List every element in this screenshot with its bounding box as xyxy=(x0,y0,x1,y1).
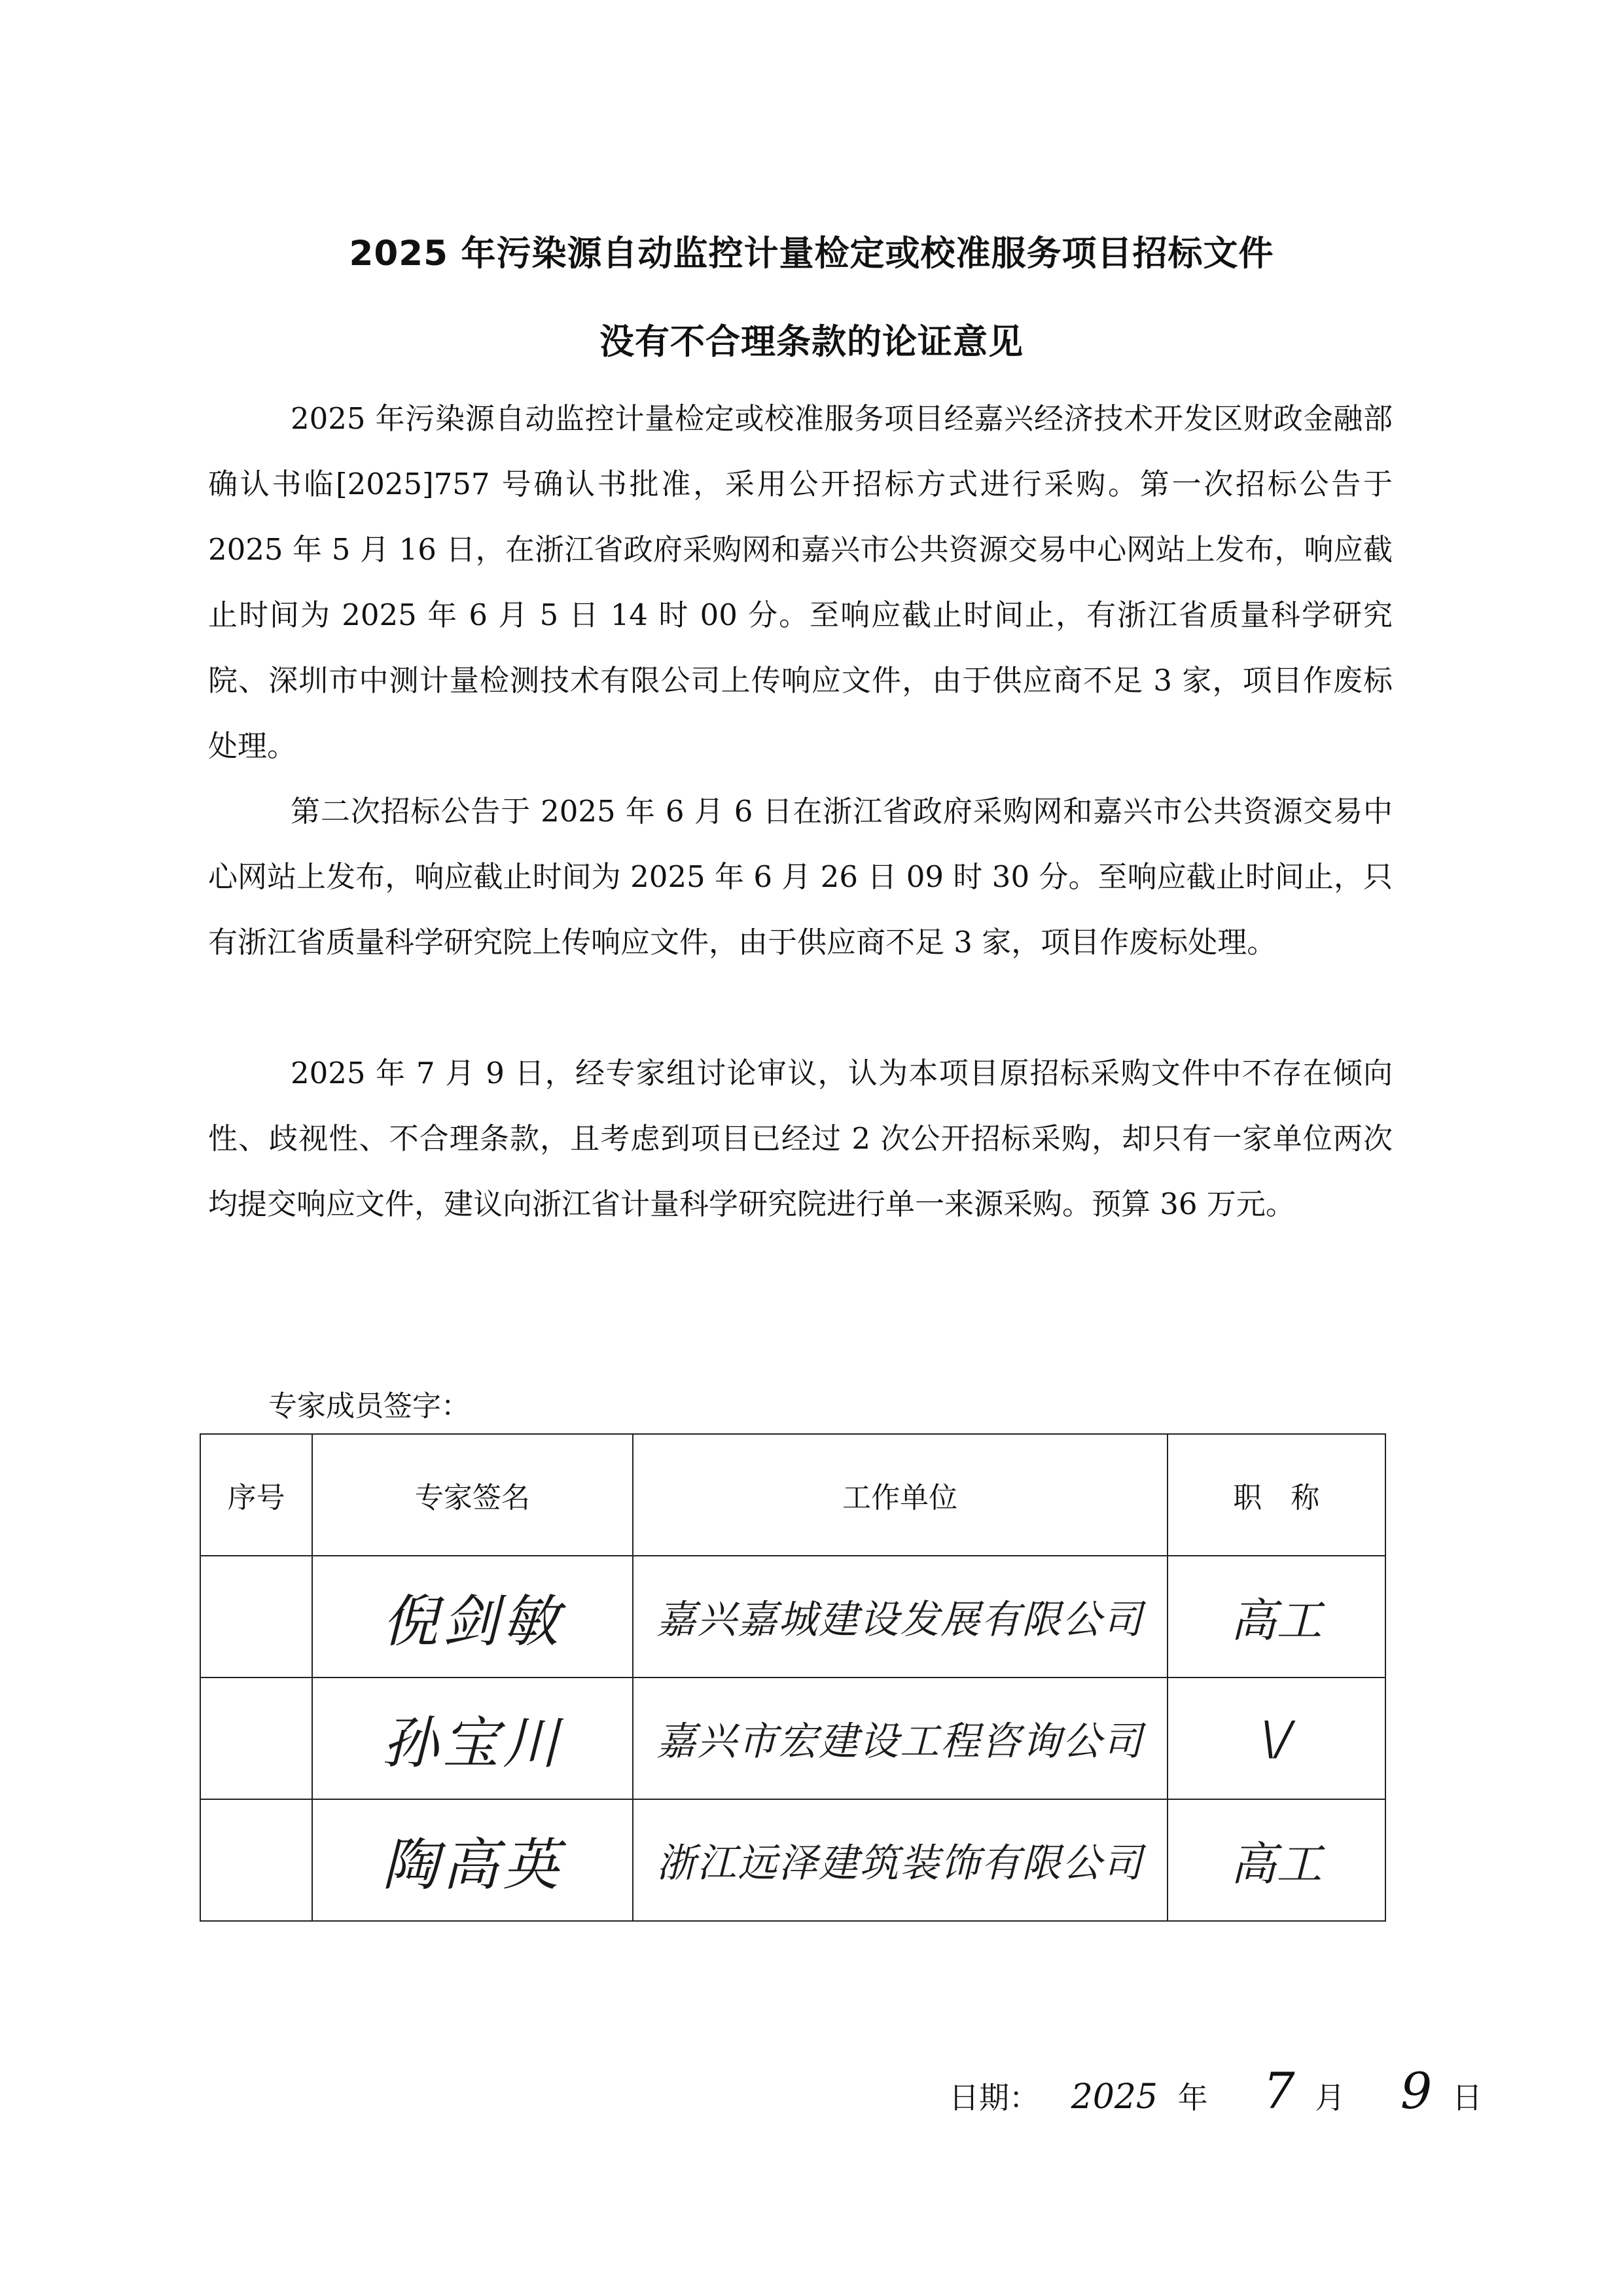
paragraph-expert-conclusion: 2025 年 7 月 9 日，经专家组讨论审议，认为本项目原招标采购文件中不存在倾向性、歧视性、不合理条款，且考虑到项目已经过 2 次公开招标采购，却只有一家单位两次均提交响应文件，建议向浙江省计量科学研究院进行单一来源采购。预算 36 万元。 xyxy=(208,1056,1393,1221)
day-unit: 日 xyxy=(1452,2080,1482,2115)
handwritten-year: 2025 xyxy=(1071,2077,1158,2117)
row-seq xyxy=(200,1799,312,1921)
row-seq xyxy=(200,1556,312,1677)
expert-signature-table xyxy=(200,1433,1386,1922)
document-title-line2: 没有不合理条款的论证意见 xyxy=(599,322,1024,362)
table-row xyxy=(200,1556,1385,1677)
handwritten-job-title: 高工 xyxy=(1168,1556,1385,1677)
table-row xyxy=(200,1799,1385,1921)
handwritten-month: 7 xyxy=(1263,2062,1295,2120)
handwritten-work-unit: 浙江远泽建筑装饰有限公司 xyxy=(633,1799,1168,1921)
handwritten-job-title: 高工 xyxy=(1168,1799,1385,1921)
handwritten-work-unit: 嘉兴嘉城建设发展有限公司 xyxy=(633,1556,1168,1677)
handwritten-signature: 孙宝川 xyxy=(312,1677,632,1799)
header-job-title: 职 称 xyxy=(1168,1434,1385,1556)
document-title-line1: 2025 年污染源自动监控计量检定或校准服务项目招标文件 xyxy=(349,234,1274,274)
handwritten-day: 9 xyxy=(1400,2062,1433,2120)
handwritten-job-title: \/ xyxy=(1168,1677,1385,1799)
header-expert-signature: 专家签名 xyxy=(312,1434,632,1556)
handwritten-signature: 陶高英 xyxy=(312,1799,632,1921)
table-header-row xyxy=(200,1434,1385,1556)
handwritten-signature: 倪剑敏 xyxy=(312,1556,632,1677)
handwritten-work-unit: 嘉兴市宏建设工程咨询公司 xyxy=(633,1677,1168,1799)
table-row xyxy=(200,1677,1385,1799)
header-work-unit: 工作单位 xyxy=(633,1434,1168,1556)
date-line xyxy=(949,2062,1482,2120)
row-seq xyxy=(200,1677,312,1799)
paragraph-first-tender: 2025 年污染源自动监控计量检定或校准服务项目经嘉兴经济技术开发区财政金融部确认书临[2025]757 号确认书批准，采用公开招标方式进行采购。第一次招标公告于 2025 年 5 月 16 日，在浙江省政府采购网和嘉兴市公共资源交易中心网站上发布，响应截止时间为 2025 年 6 月 5 日 14 时 00 分。至响应截止时间止，有浙江省质量科学研究院、深圳市中测计量检测技术有限公司上传响应文件，由于供应商不足 3 家，项目作废标处理。 xyxy=(208,401,1393,763)
month-unit: 月 xyxy=(1315,2080,1346,2115)
date-label: 日期： xyxy=(949,2080,1039,2115)
paragraph-second-tender: 第二次招标公告于 2025 年 6 月 6 日在浙江省政府采购网和嘉兴市公共资源交易中心网站上发布，响应截止时间为 2025 年 6 月 26 日 09 时 30 分。至响应截止时间止，只有浙江省质量科学研究院上传响应文件，由于供应商不足 3 家，项目作废标处理。 xyxy=(208,794,1393,960)
header-seq: 序号 xyxy=(200,1434,312,1556)
year-unit: 年 xyxy=(1177,2080,1208,2115)
signature-label: 专家成员签字： xyxy=(268,1390,470,1423)
